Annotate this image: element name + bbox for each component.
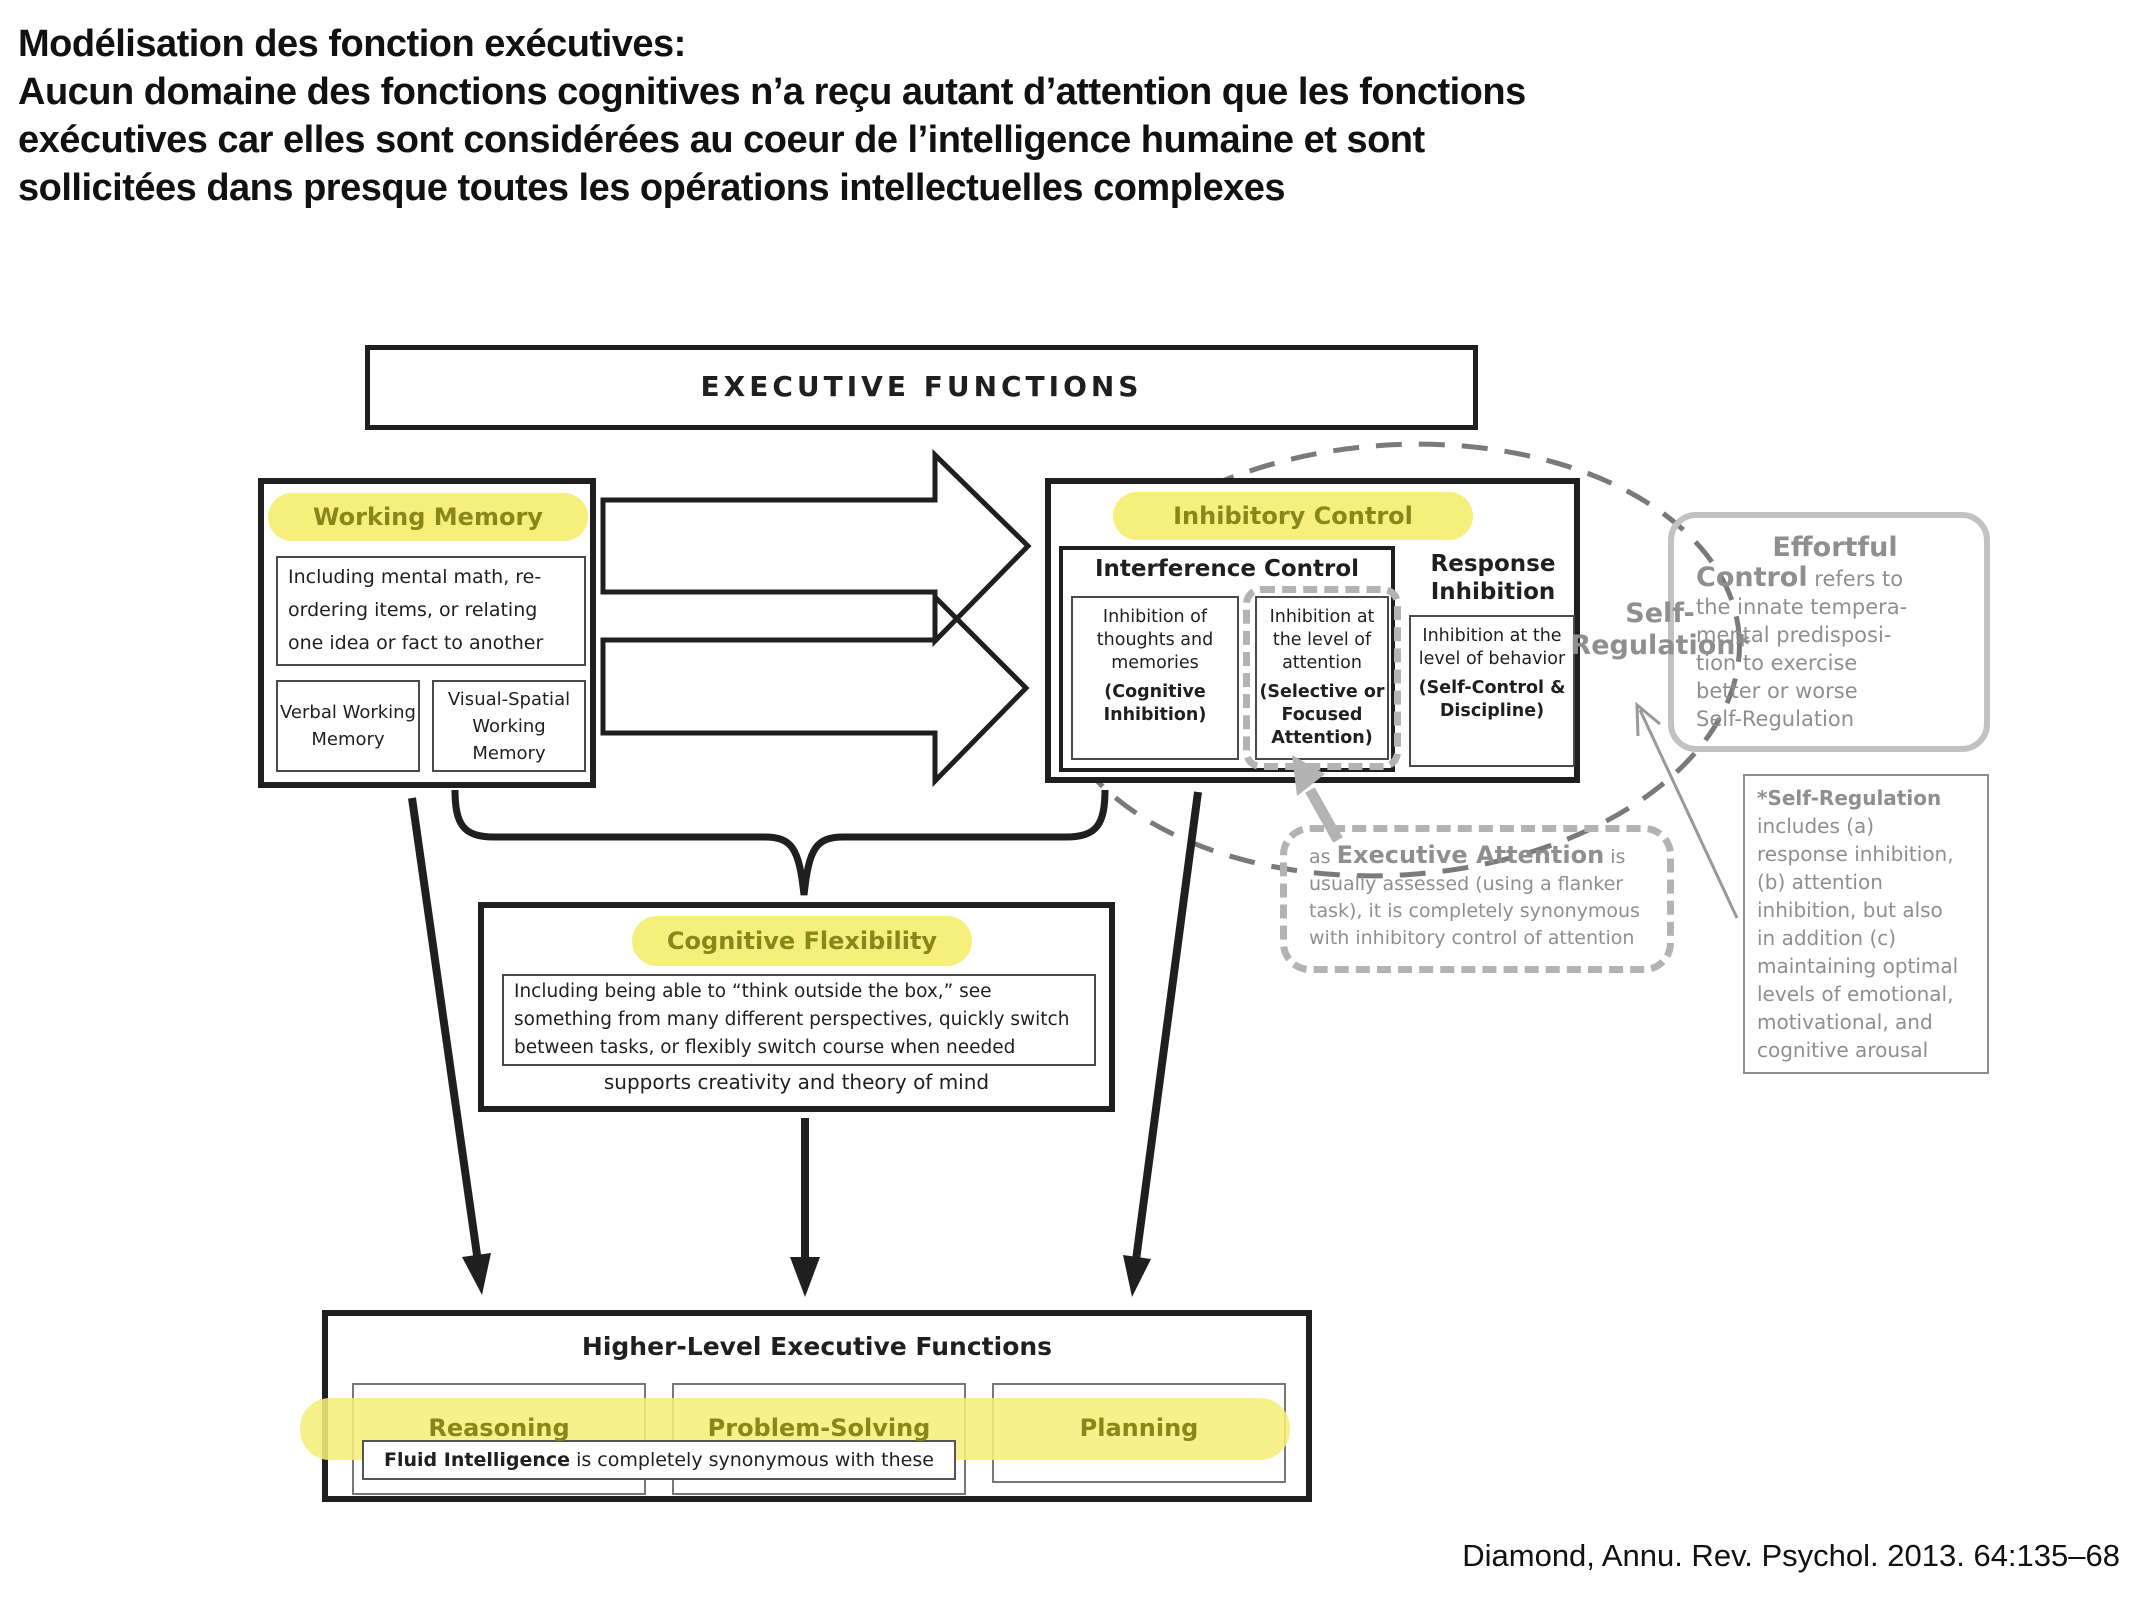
planning-label: Planning xyxy=(1079,1414,1199,1442)
text-line: cognitive arousal xyxy=(1757,1038,1929,1062)
executive-functions-title: EXECUTIVE FUNCTIONS xyxy=(700,370,1143,403)
verbal-working-memory-label: Verbal Working Memory xyxy=(280,702,416,750)
slide-title-line: exécutives car elles sont considérées au coeur de l’intelligence humaine et sont xyxy=(18,119,1425,161)
text-line: Including mental math, re- xyxy=(288,566,542,588)
text-line: includes (a) xyxy=(1757,814,1875,838)
text-line: usually assessed (using a flanker xyxy=(1309,873,1624,895)
problem-solving-label: Problem-Solving xyxy=(707,1414,931,1442)
attention-inhibition-term: (Selective or Focused Attention) xyxy=(1259,682,1385,748)
text-line: motivational, and xyxy=(1757,1010,1933,1034)
text-line: is completely synonymous with these xyxy=(570,1449,934,1471)
reasoning-label: Reasoning xyxy=(428,1414,570,1442)
text-line: in addition (c) xyxy=(1757,926,1897,950)
attention-inhibition-text: Inhibition at the level of attention xyxy=(1269,607,1375,673)
text-line: Including being able to “think outside the box,” see xyxy=(514,981,992,1002)
response-inhibition-term: (Self-Control & Discipline) xyxy=(1418,678,1566,721)
slide-title-line: Modélisation des fonction exécutives: xyxy=(18,23,686,65)
text-line: something from many different perspectives, quickly switch xyxy=(514,1009,1070,1030)
text-line: with inhibitory control of attention xyxy=(1309,927,1635,949)
text-line: (b) attention xyxy=(1757,870,1883,894)
text-line: response inhibition, xyxy=(1757,842,1954,866)
response-inhibition-text: Inhibition at the level of behavior xyxy=(1418,626,1566,669)
executive-attention-arrowhead xyxy=(1292,755,1325,796)
text-line: ordering items, or relating xyxy=(288,599,538,621)
inhibitory-control-highlight: Inhibitory Control xyxy=(1113,492,1473,540)
executive-attention-term: Executive Attention xyxy=(1336,841,1605,869)
text-line: one idea or fact to another xyxy=(288,632,544,654)
cognitive-inhibition-text: Inhibition of thoughts and memories xyxy=(1096,607,1214,673)
text-line: Regulation* xyxy=(1570,630,1750,661)
text-line: maintaining optimal xyxy=(1757,954,1959,978)
text-line: task), it is completely synonymous xyxy=(1309,900,1640,922)
visual-spatial-working-memory-label: Visual-Spatial Working Memory xyxy=(447,688,571,764)
text-line: as xyxy=(1309,846,1337,868)
cognitive-inhibition-term: (Cognitive Inhibition) xyxy=(1103,682,1207,725)
slide-title-line: Aucun domaine des fonctions cognitives n’a reçu autant d’attention que les fonctions xyxy=(18,71,1526,113)
brace-connector xyxy=(455,790,1105,895)
interference-control-title: Interference Control xyxy=(1094,556,1360,582)
working-memory-highlight: Working Memory xyxy=(268,493,588,541)
text-line: refers to xyxy=(1807,567,1904,591)
text-line: levels of emotional, xyxy=(1757,982,1954,1006)
text-line: Self- xyxy=(1625,598,1695,629)
text-line: Self-Regulation xyxy=(1696,707,1855,731)
self-regulation-footnote-term: *Self-Regulation xyxy=(1757,786,1942,810)
text-line: better or worse xyxy=(1696,679,1858,703)
text-line: inhibition, but also xyxy=(1757,898,1943,922)
arrow-ic-to-higher xyxy=(1136,792,1198,1260)
text-line: is xyxy=(1604,846,1626,868)
arrowhead xyxy=(462,1253,491,1295)
arrowhead xyxy=(1123,1255,1151,1297)
text-line: tion to exercise xyxy=(1696,651,1858,675)
cognitive-flexibility-highlight: Cognitive Flexibility xyxy=(632,916,972,966)
arrow-wm-to-higher xyxy=(412,798,478,1262)
slide-title-line: sollicitées dans presque toutes les opérations intellectuelles complexes xyxy=(18,167,1286,209)
effortful-control-term: Effortful xyxy=(1772,532,1898,563)
text-line: between tasks, or flexibly switch course when needed xyxy=(514,1037,1016,1058)
response-inhibition-title: Response Inhibition xyxy=(1430,551,1556,605)
executive-attention-arrow xyxy=(1310,790,1338,840)
citation: Diamond, Annu. Rev. Psychol. 2013. 64:135–68 xyxy=(1462,1538,2120,1573)
cognitive-flexibility-footer: supports creativity and theory of mind xyxy=(603,1070,990,1094)
effortful-control-term: Control xyxy=(1696,562,1808,593)
text-line: mental predisposi- xyxy=(1696,623,1892,647)
higher-level-title: Higher-Level Executive Functions xyxy=(581,1332,1053,1361)
text-line: the innate tempera- xyxy=(1696,595,1908,619)
arrowhead xyxy=(790,1257,820,1297)
footnote-pointer-line xyxy=(1640,710,1737,918)
slide-title xyxy=(18,20,1526,212)
fluid-intelligence-term: Fluid Intelligence xyxy=(384,1449,571,1471)
